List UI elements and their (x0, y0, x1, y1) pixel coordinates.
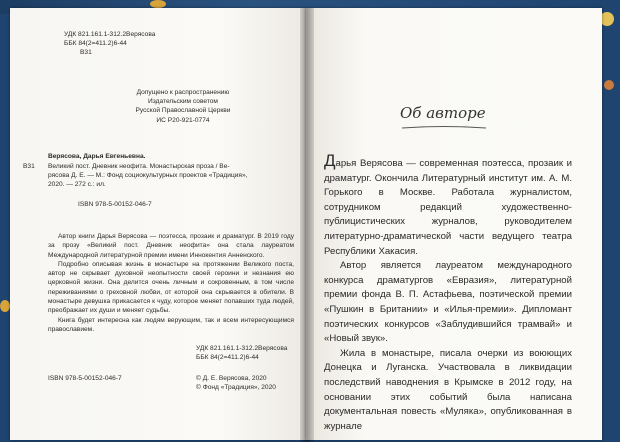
heading-underline (400, 124, 488, 132)
udk-code: УДК 821.161.1-312.2Верясова (64, 31, 156, 38)
bio-paragraph-1: Дарья Верясова — современная поэтесса, прозаик и драматург. Окончила Литературный институт им. А. М. Горького в Москве. Работала журналистом, сотрудником редакций художественно-публицистических журналов, руководителем литературно-драматической части ведущего театра Республики Хакасия. (324, 151, 572, 257)
author-heading: Верясова, Дарья Евгеньевна. (48, 153, 146, 160)
bio-paragraph-2: Автор является лауреатом международного конкурса драматургов «Евразия», литературной премии фонда В. П. Астафьева, поэтической премии «Пушкин в Британии» и «Илья-премии». Дипломант поэтических конкурсов «Заблудившийся трамвай» и «Новый звук». (324, 260, 572, 345)
copyright-publisher: © Фонд «Традиция», 2020 (196, 384, 276, 391)
cover-flower-ornament (0, 300, 10, 312)
biography-text (324, 151, 572, 434)
annotation-paragraph: Автор книги Дарья Верясова — поэтесса, прозаик и драматург. В 2019 году за прозу «Великий пост. Дневник неофита» она стала лауреатом Международной литературной премии имени Иннокентия Анненского. (48, 233, 294, 259)
isbn: ISBN 978-5-00152-046-7 (78, 201, 152, 208)
biblio-line-3: 2020. — 272 с.: ил. (48, 181, 106, 188)
approval-line-2: Издательским советом (148, 98, 218, 105)
annotation-paragraph: Книга будет интересна как людям верующим, так и всем интересующимся православием. (48, 316, 294, 333)
approval-line-3: Русской Православной Церкви (135, 107, 231, 114)
udk-code-2: УДК 821.161.1-312.2Верясова (196, 345, 288, 352)
isbn-2: ISBN 978-5-00152-046-7 (48, 375, 122, 382)
bbk-code-2: ББК 84(2=411.2)6-44 (196, 354, 259, 361)
biblio-line-2: рясова Д. Е. — М.: Фонд социокультурных проектов «Традиция», (48, 172, 248, 179)
section-heading: Об авторе (400, 104, 486, 122)
book-spine-shadow (300, 8, 314, 442)
annotation-paragraph: Подробно описывая жизнь в монастыре на протяжении Великого поста, автор не скрывает духовной неопытности своей героини и незнания ею церковной жизни. Она делится очень личным и сокровенным, в том числе переживаниями о греховной любви, от которой она скрывается в обители. В монастыре девушка прикасается к чуду, которое меняет попавших туда людей, преображает их души и меняет судьбы. (48, 260, 294, 315)
cover-flower-ornament (604, 80, 614, 90)
drop-cap: Д (324, 151, 336, 170)
copyright-author: © Д. Е. Верясова, 2020 (196, 375, 267, 382)
author-mark-2: В31 (23, 163, 35, 170)
annotation (48, 232, 294, 334)
biblio-line-1: Великий пост. Дневник неофита. Монастырская проза / Ве- (48, 163, 230, 170)
approval-line-1: Допущено к распространению (136, 89, 230, 96)
cover-flower-ornament (600, 12, 614, 26)
cover-flower-ornament (150, 0, 166, 8)
bio-paragraph-3: Жила в монастыре, писала очерки из воюющих Донецка и Луганска. Участвовала в ликвидации последствий наводнения в Крымске в 2012 году, на основании этих событий была написана документальная повесть «Муляка», опубликованная в журнале (324, 347, 572, 432)
right-page (306, 8, 602, 440)
approval-line-4: ИС Р20-921-0774 (156, 117, 210, 124)
author-mark: В31 (80, 49, 92, 56)
bbk-code: ББК 84(2=411.2)6-44 (64, 40, 127, 47)
left-page (10, 8, 308, 440)
